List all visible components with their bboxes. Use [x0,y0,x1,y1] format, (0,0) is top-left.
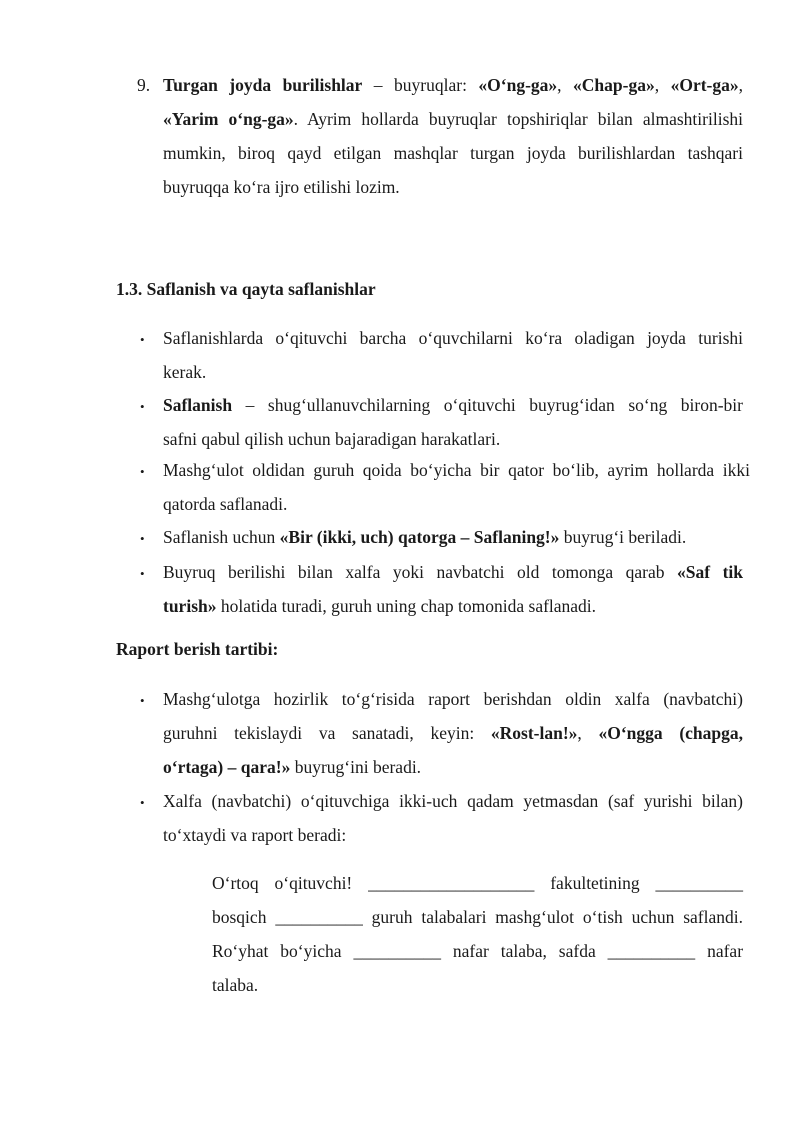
bullet-icon: • [140,566,145,581]
bullet2-line2: safni qabul qilish uchun bajaradigan harakatlari. [163,429,501,449]
text: , [557,75,574,95]
text: – shug‘ullanuvchilarning o‘qituvchi buyrug‘idan so‘ng biron-bir [232,395,743,415]
bullet-icon: • [140,464,145,479]
raport2-line1: Xalfa (navbatchi) o‘qituvchiga ikki-uch qadam yetmasdan (saf yurishi bilan) [163,791,743,811]
text: holatida turadi, guruh uning chap tomonida saflanadi. [216,596,597,616]
item9-line1 [163,74,743,96]
text: , [738,75,743,95]
text: guruhni tekislaydi va sanatadi, keyin: [163,723,491,743]
command: turish» [163,596,217,616]
raport1-line2 [163,722,743,744]
bullet-icon: • [140,531,145,546]
item9-line2 [163,108,743,130]
command: «Ort-ga» [670,75,739,95]
term: Saflanish [163,395,233,415]
bullet3-line2: qatorda saflanadi. [163,494,288,514]
form-line4: talaba. [212,975,259,995]
text: O‘rtoq o‘qituvchi! [212,873,353,893]
text: buyrug‘ini beradi. [290,757,422,777]
form-line2 [212,906,743,928]
list-number: 9. [137,75,151,95]
command: «O‘ngga (chapga, [598,723,744,743]
raport1-line1: Mashg‘ulotga hozirlik to‘g‘risida raport berishdan oldin xalfa (navbatchi) [163,689,743,709]
command: «Saf tik [677,562,743,582]
bullet1-line1: Saflanishlarda o‘qituvchi barcha o‘quvchilarni ko‘ra oladigan joyda turishi [163,328,743,348]
bullet5-line2 [163,595,596,617]
blank-field: __________ [655,873,744,893]
blank-field: __________ [353,941,441,961]
text: – buyruqlar: [362,75,479,95]
text: nafar [707,941,744,961]
text: , [654,75,671,95]
form-line1 [212,872,743,894]
item9-line3: mumkin, biroq qayd etilgan mashqlar turgan joyda burilishlardan tashqari [163,143,743,163]
bullet1-line2: kerak. [163,362,207,382]
text: , [577,723,599,743]
raport2-line2: to‘xtaydi va raport beradi: [163,825,347,845]
text: Saflanish uchun [163,527,280,547]
text: . Ayrim hollarda buyruqlar topshiriqlar bilan almashtirilishi [293,109,743,129]
bullet3-line1: Mashg‘ulot oldidan guruh qoida bo‘yicha bir qator bo‘lib, ayrim hollarda ikki [163,460,750,480]
text: buyrug‘i beriladi. [559,527,687,547]
item9-line4: buyruqqa ko‘ra ijro etilishi lozim. [163,177,400,197]
command: «Yarim o‘ng-ga» [163,109,294,129]
command: «Chap-ga» [573,75,655,95]
command: «Rost-lan!» [490,723,578,743]
text: bosqich [212,907,267,927]
text: Ro‘yhat bo‘yicha [212,941,342,961]
bullet4-line1 [163,526,686,548]
raport1-line3 [163,756,421,778]
bullet-icon: • [140,332,145,347]
text: nafar talaba, safda [452,941,596,961]
bullet5-line1 [163,561,743,583]
blank-field: __________ [607,941,696,961]
bullet-icon: • [140,693,145,708]
bullet-icon: • [140,795,145,810]
command: o‘rtaga) – qara!» [163,757,291,777]
item9-title: Turgan joyda burilishlar [163,75,363,95]
text: fakultetining [550,873,640,893]
blank-field: ___________________ [368,873,535,893]
raport-heading: Raport berish tartibi: [116,639,279,659]
text: guruh talabalari mashg‘ulot o‘tish uchun saflandi. [371,907,744,927]
command: «Bir (ikki, uch) qatorga – Saflaning!» [279,527,560,547]
bullet-icon: • [140,399,145,414]
section-heading: 1.3. Saflanish va qayta saflanishlar [116,279,376,299]
command: «O‘ng-ga» [478,75,558,95]
blank-field: __________ [275,907,363,927]
form-line3 [212,940,743,962]
text: Buyruq berilishi bilan xalfa yoki navbatchi old tomonga qarab [163,562,677,582]
bullet2-line1 [163,394,743,416]
